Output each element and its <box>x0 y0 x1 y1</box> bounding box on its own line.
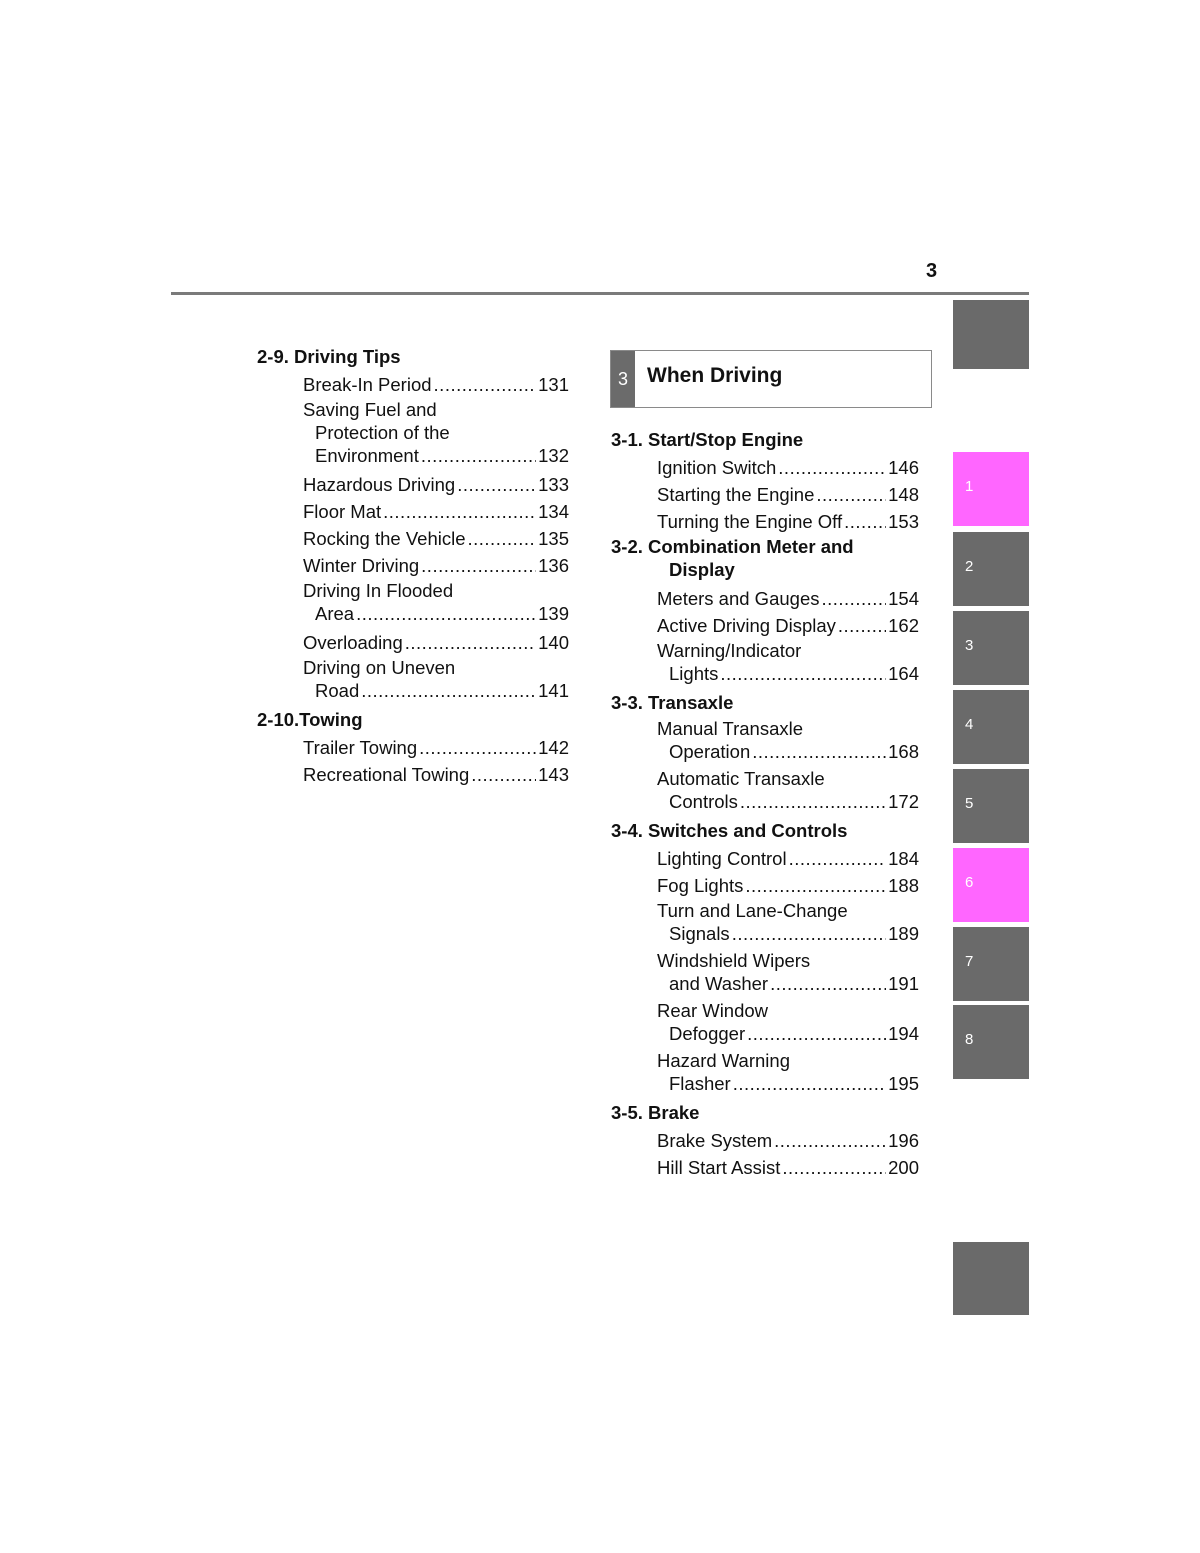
toc-entry-row <box>303 371 569 398</box>
dot-leader <box>720 662 886 685</box>
toc-entry-title: Hazard Warning <box>657 1050 790 1071</box>
toc-entry-title: Hazardous Driving <box>303 474 456 495</box>
dot-leader <box>752 740 886 763</box>
toc-entry-row <box>303 629 569 656</box>
toc-entry-row <box>303 679 569 702</box>
dot-leader <box>383 498 536 525</box>
chapter-header <box>610 350 932 408</box>
toc-entry-title: Signals <box>669 923 730 944</box>
toc-entry-row <box>657 1072 919 1095</box>
dot-leader <box>419 734 536 761</box>
toc-entry-title: Warning/Indicator <box>657 640 802 661</box>
toc-entry-row <box>657 662 919 685</box>
chapter-tab-label: 4 <box>965 716 974 733</box>
toc-page-number: 162 <box>888 615 919 636</box>
chapter-tab-6[interactable] <box>953 848 1029 922</box>
dot-leader <box>844 508 886 535</box>
toc-entry-title: Operation <box>669 741 751 762</box>
toc-entry-title: Lighting Control <box>657 848 787 869</box>
dot-leader <box>740 790 886 813</box>
toc-page-number: 164 <box>888 663 919 684</box>
toc-entry-title: Floor Mat <box>303 501 382 522</box>
chapter-tab-2[interactable] <box>953 532 1029 606</box>
dot-leader <box>821 585 886 612</box>
toc-page-number: 132 <box>538 445 569 466</box>
toc-entry[interactable] <box>657 639 919 689</box>
toc-entry-row <box>657 740 919 763</box>
toc-entry-title: Fog Lights <box>657 875 744 896</box>
toc-entry-row <box>657 508 919 535</box>
toc-entry[interactable] <box>657 899 919 949</box>
toc-entry[interactable] <box>657 612 919 639</box>
toc-entry-title: Rocking the Vehicle <box>303 528 466 549</box>
toc-page-number: 143 <box>538 764 569 785</box>
toc-entry-title: Trailer Towing <box>303 737 418 758</box>
right-toc-column <box>611 426 931 1181</box>
toc-entry-row <box>657 454 919 481</box>
toc-entry-title: Ignition Switch <box>657 457 777 478</box>
toc-entry[interactable] <box>303 734 569 761</box>
toc-entry-title: and Washer <box>669 973 769 994</box>
toc-entry-title: Overloading <box>303 632 403 653</box>
toc-page-number: 189 <box>888 923 919 944</box>
tab-blank-bottom[interactable] <box>953 1242 1029 1315</box>
toc-entry-title: Windshield Wipers <box>657 950 811 971</box>
dot-leader <box>778 454 886 481</box>
section-heading <box>257 343 577 371</box>
chapter-tab-5[interactable] <box>953 769 1029 843</box>
dot-leader <box>838 612 886 639</box>
left-toc-column <box>257 343 577 788</box>
section-heading-text: 2-9. Driving Tips <box>257 346 401 367</box>
toc-entry[interactable] <box>303 761 569 788</box>
toc-entry[interactable] <box>657 717 919 767</box>
toc-entry-row <box>657 481 919 508</box>
toc-entry[interactable] <box>657 767 919 817</box>
section-heading <box>257 706 577 734</box>
toc-page-number: 136 <box>538 555 569 576</box>
chapter-tab-label: 2 <box>965 558 974 575</box>
toc-entry[interactable] <box>657 872 919 899</box>
section-heading <box>611 426 931 454</box>
toc-entry-title: Driving on Uneven <box>303 657 456 678</box>
toc-entry[interactable] <box>657 949 919 999</box>
toc-page-number: 154 <box>888 588 919 609</box>
toc-entry[interactable] <box>303 552 569 579</box>
chapter-tab-4[interactable] <box>953 690 1029 764</box>
toc-entry[interactable] <box>657 1127 919 1154</box>
chapter-tab-label: 5 <box>965 795 974 812</box>
toc-page-number: 135 <box>538 528 569 549</box>
toc-entry-title: Driving In Flooded <box>303 580 454 601</box>
chapter-tab-label: 8 <box>965 1031 974 1048</box>
toc-entry-row <box>657 922 919 945</box>
section-heading <box>611 817 931 845</box>
section-heading-text: 3-2. Combination Meter and <box>611 536 854 557</box>
toc-entry-row <box>657 585 919 612</box>
toc-entry-row <box>657 1022 919 1045</box>
toc-entry-title: Automatic Transaxle <box>657 768 825 789</box>
chapter-number: 3 <box>611 351 635 407</box>
toc-entry-title: Brake System <box>657 1130 773 1151</box>
toc-entry-row <box>657 972 919 995</box>
toc-entry[interactable] <box>657 454 919 481</box>
toc-entry[interactable] <box>657 481 919 508</box>
toc-page-number: 133 <box>538 474 569 495</box>
chapter-tab-label: 3 <box>965 637 974 654</box>
dot-leader <box>468 525 537 552</box>
toc-page-number: 184 <box>888 848 919 869</box>
toc-page-number: 194 <box>888 1023 919 1044</box>
chapter-tab-label: 6 <box>965 874 974 891</box>
toc-page-number: 191 <box>888 973 919 994</box>
dot-leader <box>747 1022 886 1045</box>
toc-entry-row <box>657 1127 919 1154</box>
section-heading-text: 3-1. Start/Stop Engine <box>611 429 804 450</box>
toc-page-number: 188 <box>888 875 919 896</box>
tab-blank-top[interactable] <box>953 300 1029 369</box>
dot-leader <box>770 972 886 995</box>
chapter-title: When Driving <box>647 364 783 387</box>
section-heading-text: 2-10.Towing <box>257 709 363 730</box>
chapter-tab-8[interactable] <box>953 1005 1029 1079</box>
toc-entry-title: Starting the Engine <box>657 484 815 505</box>
toc-entry-row <box>303 444 569 467</box>
toc-entry-title: Defogger <box>669 1023 746 1044</box>
dot-leader <box>733 1072 886 1095</box>
section-heading-continued: Display <box>669 559 735 580</box>
toc-entry-row <box>303 525 569 552</box>
toc-entry[interactable] <box>657 999 919 1049</box>
toc-entry-title: Lights <box>669 663 719 684</box>
chapter-tab-label: 7 <box>965 953 974 970</box>
toc-entry-row <box>303 471 569 498</box>
dot-leader <box>782 1154 886 1181</box>
dot-leader <box>732 922 886 945</box>
chapter-tab-1[interactable] <box>953 452 1029 526</box>
toc-entry[interactable] <box>657 845 919 872</box>
toc-entry-title: Environment <box>315 445 419 466</box>
page-number: 3 <box>926 260 938 282</box>
toc-entry-title: Meters and Gauges <box>657 588 820 609</box>
toc-entry-row <box>303 602 569 625</box>
header-rule <box>171 292 1029 295</box>
toc-entry-title: Saving Fuel and <box>303 399 437 420</box>
section-heading <box>611 1099 931 1127</box>
toc-page-number: 131 <box>538 374 569 395</box>
toc-entry-row <box>657 1154 919 1181</box>
toc-page-number: 141 <box>538 680 569 701</box>
toc-entry-row <box>303 734 569 761</box>
section-heading <box>611 689 931 717</box>
toc-entry[interactable] <box>303 371 569 398</box>
dot-leader <box>774 1127 886 1154</box>
section-heading-text: 3-3. Transaxle <box>611 692 734 713</box>
dot-leader <box>421 444 536 467</box>
dot-leader <box>405 629 536 656</box>
dot-leader <box>745 872 886 899</box>
dot-leader <box>421 552 536 579</box>
toc-entry-row <box>303 552 569 579</box>
dot-leader <box>434 371 537 398</box>
chapter-tab-3[interactable] <box>953 611 1029 685</box>
toc-page-number: 195 <box>888 1073 919 1094</box>
toc-entry[interactable] <box>657 1154 919 1181</box>
toc-entry-row <box>303 498 569 525</box>
toc-entry-title: Winter Driving <box>303 555 420 576</box>
toc-entry[interactable] <box>657 585 919 612</box>
toc-entry-title: Rear Window <box>657 1000 769 1021</box>
dot-leader <box>356 602 536 625</box>
dot-leader <box>471 761 536 788</box>
toc-entry-title: Controls <box>669 791 738 812</box>
toc-entry-row <box>303 761 569 788</box>
toc-entry-title: Turning the Engine Off <box>657 511 843 532</box>
chapter-tab-label: 1 <box>965 478 974 495</box>
toc-entry-title: Active Driving Display <box>657 615 836 636</box>
toc-entry-row <box>657 872 919 899</box>
toc-page-number: 142 <box>538 737 569 758</box>
toc-entry-title: Recreational Towing <box>303 764 470 785</box>
toc-entry[interactable] <box>303 629 569 656</box>
dot-leader <box>816 481 886 508</box>
toc-entry[interactable] <box>303 579 569 629</box>
toc-page-number: 146 <box>888 457 919 478</box>
section-heading-text: 3-4. Switches and Controls <box>611 820 848 841</box>
toc-entry[interactable] <box>657 1049 919 1099</box>
toc-page-number: 140 <box>538 632 569 653</box>
dot-leader <box>361 679 536 702</box>
section-heading-text: 3-5. Brake <box>611 1102 700 1123</box>
chapter-tab-7[interactable] <box>953 927 1029 1001</box>
toc-page-number: 172 <box>888 791 919 812</box>
toc-entry-title: Flasher <box>669 1073 731 1094</box>
toc-entry[interactable] <box>303 398 569 471</box>
toc-page-number: 153 <box>888 511 919 532</box>
toc-entry-title: Manual Transaxle <box>657 718 804 739</box>
toc-entry-row <box>657 790 919 813</box>
toc-entry-title: Turn and Lane-Change <box>657 900 848 921</box>
toc-entry-title: Protection of the <box>315 422 450 443</box>
toc-page-number: 134 <box>538 501 569 522</box>
toc-page-number: 168 <box>888 741 919 762</box>
toc-entry[interactable] <box>303 656 569 706</box>
toc-entry-row <box>657 845 919 872</box>
toc-entry-row <box>657 612 919 639</box>
toc-entry[interactable] <box>303 525 569 552</box>
toc-entry-title: Hill Start Assist <box>657 1157 781 1178</box>
toc-entry-title: Road <box>315 680 360 701</box>
toc-entry-title: Area <box>315 603 355 624</box>
toc-entry[interactable] <box>657 508 919 535</box>
toc-page-number: 139 <box>538 603 569 624</box>
toc-page-number: 148 <box>888 484 919 505</box>
toc-entry-title: Break-In Period <box>303 374 432 395</box>
toc-page-number: 196 <box>888 1130 919 1151</box>
section-heading <box>611 535 931 585</box>
dot-leader <box>457 471 536 498</box>
toc-page-number: 200 <box>888 1157 919 1178</box>
dot-leader <box>789 845 887 872</box>
toc-entry[interactable] <box>303 498 569 525</box>
toc-entry[interactable] <box>303 471 569 498</box>
